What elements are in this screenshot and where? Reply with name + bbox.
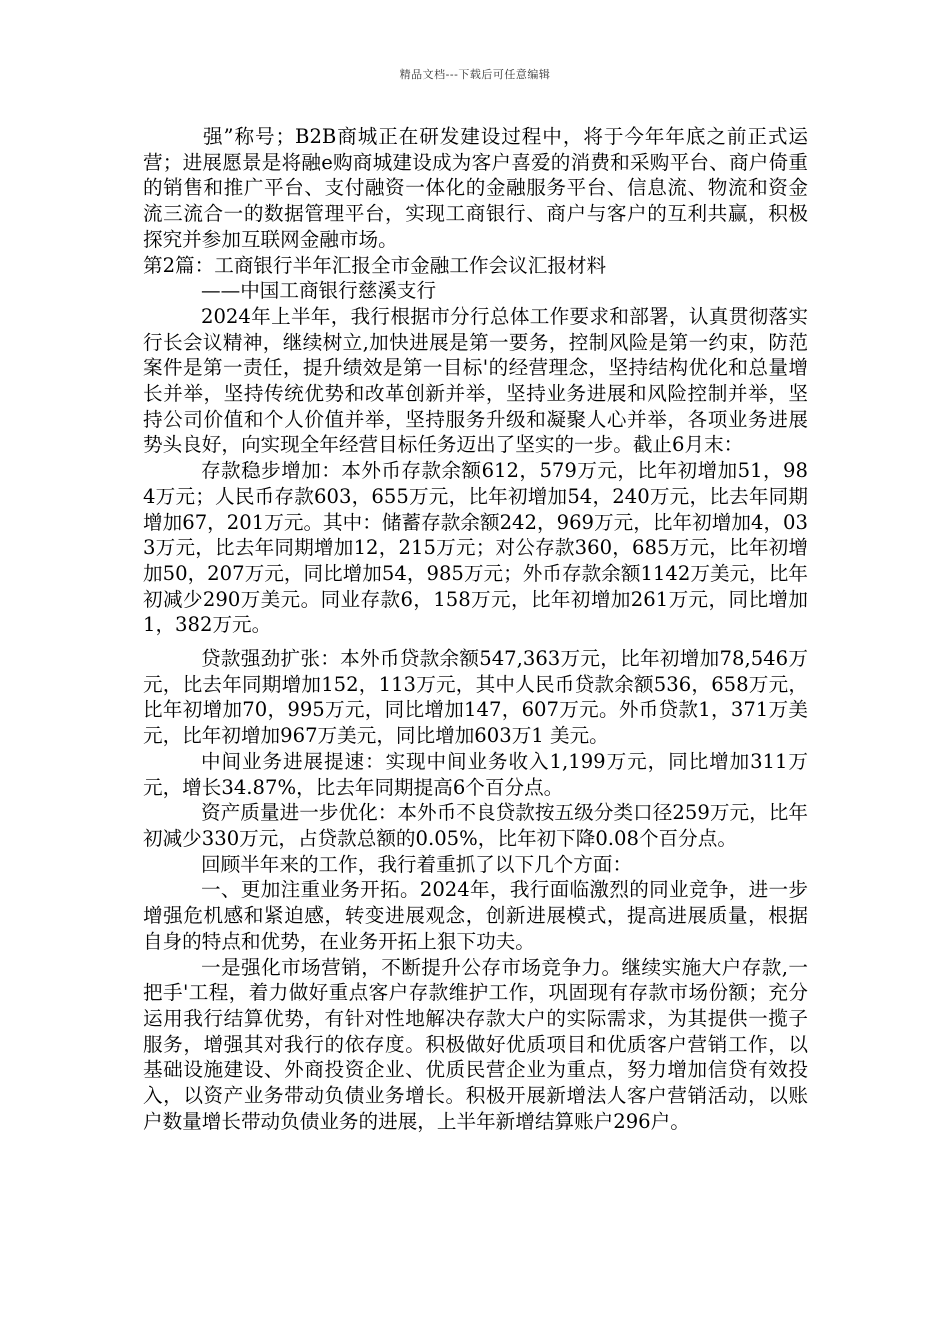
document-body [143, 124, 808, 1134]
paragraph-loans: 贷款强劲扩张：本外币贷款余额547,363万元，比年初增加78,546万元，比去年同期增加152，113万元，其中人民币贷款余额536，658万元，比年初增加70，995万元，同比增加147，607万元。外币贷款1，371万美元，比年初增加967万美元，同比增加603万1 美元。 [143, 647, 808, 748]
paragraph-intro: 强”称号；B2B商城正在研发建设过程中，将于今年年底之前正式运营；进展愿景是将融e购商城建设成为客户喜爱的消费和采购平台、商户倚重的销售和推广平台、支付融资一体化的金融服务平台、信息流、物流和资金流三流合一的数据管理平台，实现工商银行、商户与客户的互利共赢，积极探究并参加互联网金融市场。 [143, 125, 808, 251]
section-title: 第2篇：工商银行半年汇报全市金融工作会议汇报材料 [143, 253, 607, 277]
paragraph-intermediary: 中间业务进展提速：实现中间业务收入1,199万元，同比增加311万元，增长34.87%，比去年同期提高6个百分点。 [143, 749, 808, 799]
paragraph-overview: 2024年上半年，我行根据市分行总体工作要求和部署，认真贯彻落实行长会议精神，继续树立,加快进展是第一要务，控制风险是第一约束，防范案件是第一责任，提升绩效是第一目标'的经营理念，坚持结构优化和总量增长并举，坚持传统优势和改革创新并举，坚持业务进展和风险控制并举，坚持公司价值和个人价值并举，坚持服务升级和凝聚人心并举，各项业务进展势头良好，向实现全年经营目标任务迈出了坚实的一步。截止6月末： [143, 304, 808, 457]
page-header: 精品文档---下载后可任意编辑 [399, 68, 551, 81]
paragraph-point-one: 一、更加注重业务开拓。2024年，我行面临激烈的同业竞争，进一步增强危机感和紧迫感，转变进展观念，创新进展模式，提高进展质量，根据自身的特点和优势，在业务开拓上狠下功夫。 [143, 878, 808, 953]
paragraph-deposits: 存款稳步增加：本外币存款余额612，579万元，比年初增加51，984万元；人民币存款603，655万元，比年初增加54，240万元，比去年同期增加67，201万元。其中：储蓄存款余额242，969万元，比年初增加4，033万元，比去年同期增加12，215万元；对公存款360，685万元，比年初增加50，207万元，同比增加54，985万元；外币存款余额1142万美元，比年初减少290万美元。同业存款6，158万元，比年初增加261万元，同比增加1，382万元。 [143, 459, 808, 637]
paragraph-marketing: 一是强化市场营销，不断提升公存市场竞争力。继续实施大户存款,一把手'工程，着力做好重点客户存款维护工作，巩固现有存款市场份额；充分运用我行结算优势，有针对性地解决存款大户的实际需求，为其提供一揽子服务，增强其对我行的依存度。积极做好优质项目和优质客户营销工作，以基础设施建设、外商投资企业、优质民营企业为重点，努力增加信贷有效投入，以资产业务带动负债业务增长。积极开展新增法人客户营销活动，以账户数量增长带动负债业务的进展，上半年新增结算账户296户。 [143, 955, 808, 1133]
paragraph-asset-quality: 资产质量进一步优化：本外币不良贷款按五级分类口径259万元，比年初减少330万元，占贷款总额的0.05%，比年初下降0.08个百分点。 [143, 801, 808, 850]
section-subtitle: ——中国工商银行慈溪支行 [201, 279, 437, 303]
paragraph-review: 回顾半年来的工作，我行着重抓了以下几个方面： [201, 852, 633, 876]
